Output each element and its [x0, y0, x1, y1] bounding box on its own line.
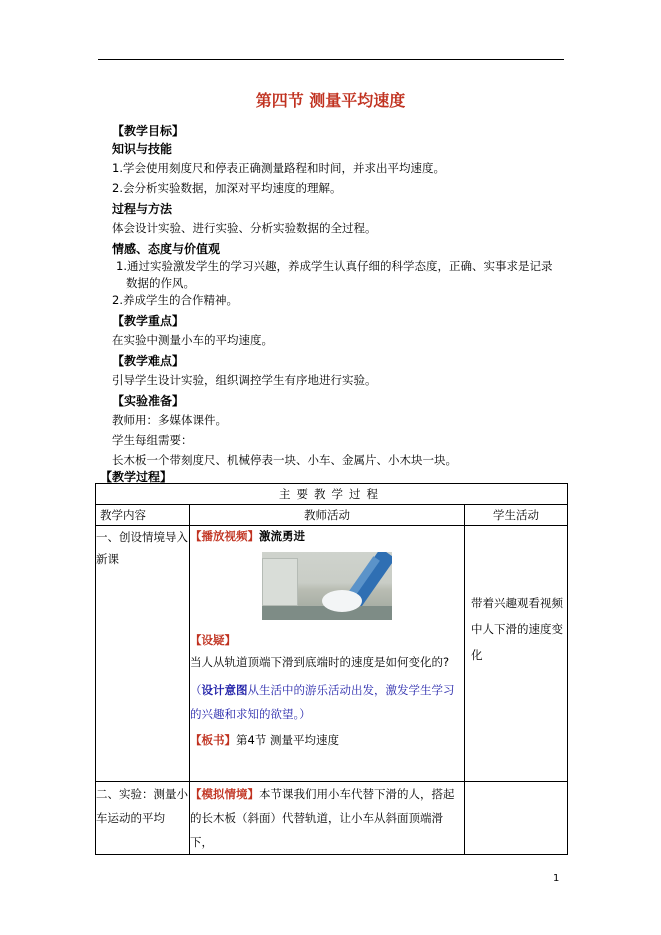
design-intent-tag: 设计意图: [201, 683, 248, 697]
design-intent-open: （: [190, 683, 202, 697]
knowledge-heading: 知识与技能: [112, 142, 173, 156]
row1-teacher: [190, 526, 465, 782]
row2-content-text: 二、实验：测量小车运动的平均: [96, 787, 188, 825]
goals-heading: 【教学目标】: [112, 124, 185, 138]
board-tag: 【板书】: [190, 733, 236, 747]
sim-tag: 【模拟情境】: [190, 787, 259, 801]
sim-text: 本节课我们用小车代替下滑的人，搭起的长木板（斜面）代替轨道，让小车从斜面顶端滑下，: [190, 787, 455, 849]
row1-student-text: 带着兴趣观看视频中人下滑的速度变化: [471, 596, 563, 662]
emotion-heading: 情感、态度与价值观: [112, 242, 221, 256]
rapids-ride-photo: [262, 552, 392, 620]
process-item-1: 体会设计实验、进行实验、分析实验数据的全过程。: [112, 221, 377, 235]
table-header: 主要教学过程: [96, 484, 568, 505]
design-intent: [190, 678, 464, 726]
column-header-student: 学生活动: [465, 505, 568, 526]
video-title: 激流勇进: [259, 529, 305, 543]
teaching-process-table: [95, 483, 568, 855]
video-tag: 【播放视频】: [190, 529, 259, 543]
knowledge-item-2: 2.会分析实验数据，加深对平均速度的理解。: [112, 181, 342, 195]
header-rule: [98, 59, 564, 60]
row1-student: [465, 526, 568, 782]
difficulty-heading: 【教学难点】: [112, 354, 185, 368]
prep-item-1: 教师用：多媒体课件。: [112, 413, 227, 427]
row2-teacher: [190, 782, 465, 855]
difficulty-item-1: 引导学生设计实验，组织调控学生有序地进行实验。: [112, 373, 377, 387]
row1-content-text: 一、创设情境导入新课: [96, 530, 188, 566]
emotion-item-2: 2.养成学生的合作精神。: [112, 293, 238, 307]
column-header-content: 教学内容: [96, 505, 190, 526]
prep-item-2: 学生每组需要：: [112, 433, 193, 447]
prep-heading: 【实验准备】: [112, 394, 185, 408]
key-item-1: 在实验中测量小车的平均速度。: [112, 333, 273, 347]
row1-content: [96, 526, 190, 782]
question-text: 当人从轨道顶端下滑到底端时的速度是如何变化的?: [190, 655, 450, 669]
design-intent-text: 从生活中的游乐活动出发，激发学生学习的兴趣和求知的欲望。）: [190, 683, 455, 721]
process-table-heading: 【教学过程】: [100, 470, 173, 484]
page-number: 1: [553, 873, 560, 884]
row2-content: [96, 782, 190, 855]
column-header-teacher: 教师活动: [190, 505, 465, 526]
knowledge-item-1: 1.学会使用刻度尺和停表正确测量路程和时间，并求出平均速度。: [112, 161, 445, 175]
key-heading: 【教学重点】: [112, 314, 185, 328]
emotion-item-1a: 1.通过实验激发学生的学习兴趣，养成学生认真仔细的科学态度，正确、实事求是记录: [116, 259, 553, 273]
photo-building: [262, 558, 298, 606]
board-text: 第4节 测量平均速度: [236, 733, 339, 747]
row2-student: [465, 782, 568, 855]
photo-splash: [322, 590, 362, 612]
question-tag: 【设疑】: [190, 633, 236, 647]
emotion-item-1b: 数据的作风。: [126, 276, 195, 290]
board-line: [190, 730, 464, 750]
page-title: 第四节 测量平均速度: [255, 91, 406, 110]
video-line: [190, 526, 464, 546]
process-heading: 过程与方法: [112, 202, 173, 216]
prep-item-3: 长木板一个带刻度尺、机械停表一块、小车、金属片、小木块一块。: [112, 453, 457, 467]
